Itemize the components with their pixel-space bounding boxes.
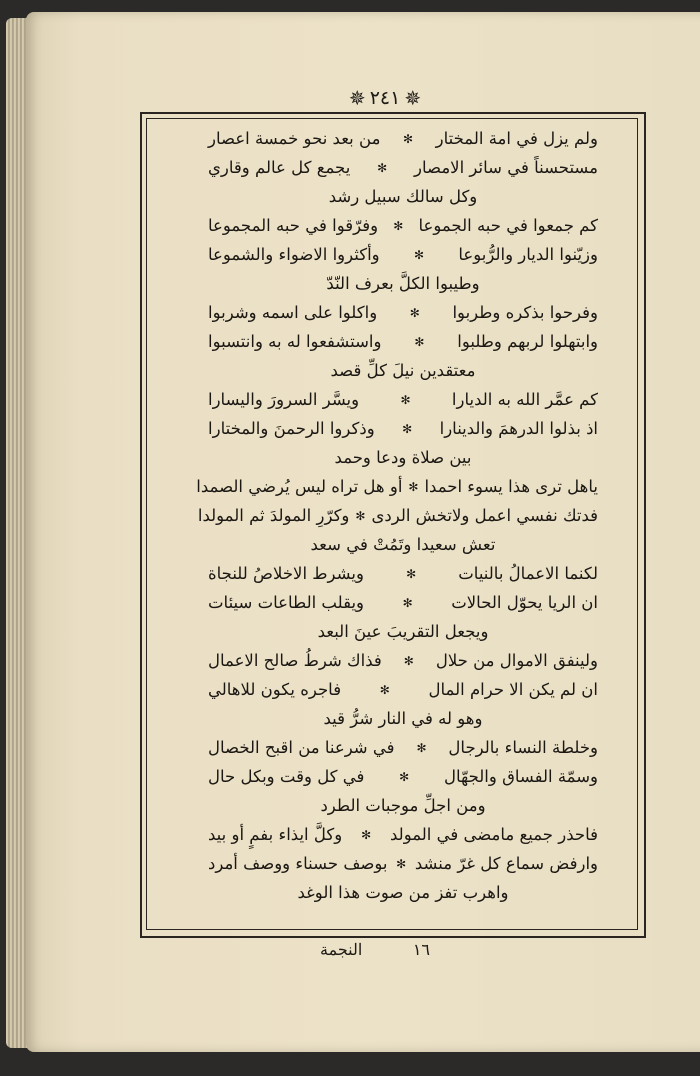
verse-first-hemistich: وسمّة الفساق والجهّال <box>443 767 598 786</box>
signature-number: ١٦ <box>412 940 430 959</box>
verse-line <box>208 733 598 762</box>
verse-first-hemistich: مستحسناً في سائر الامصار <box>414 158 598 177</box>
poem-stanza <box>196 472 598 559</box>
verse-line <box>208 211 598 240</box>
verse-separator-icon: ✻ <box>400 392 411 407</box>
verse-first-hemistich: وخلطة النساء بالرجال <box>448 738 598 757</box>
verse-first-hemistich: ياهل ترى هذا يسوء احمدا <box>424 477 598 496</box>
verse-first-hemistich: وفرحوا بذكره وطربوا <box>452 303 598 322</box>
verse-separator-icon: ✻ <box>393 218 404 233</box>
verse-separator-icon: ✻ <box>413 247 425 262</box>
poem-stanza <box>208 211 598 298</box>
verse-second-hemistich: ويقلب الطاعات سيئات <box>208 593 365 612</box>
verse-refrain: واهرب تفز من صوت هذا الوغد <box>297 883 509 902</box>
verse-second-hemistich: أو هل تراه ليس يُرضي الصمدا <box>196 477 403 496</box>
verse-first-hemistich: فاحذر جميع مامضى في المولد <box>390 825 598 844</box>
verse-separator-icon: ✻ <box>416 740 427 755</box>
poem-stanza <box>208 559 598 646</box>
verse-refrain: ومن اجلِّ موجبات الطرد <box>320 796 486 815</box>
verse-refrain: معتقدين نيلَ كلِّ قصد <box>330 361 476 380</box>
poem-stanza <box>208 646 598 733</box>
verse-line <box>208 153 598 182</box>
verse-second-hemistich: واستشفعوا له به وانتسبوا <box>208 332 382 351</box>
verse-second-hemistich: بوصف حسناء ووصف أمرد <box>208 854 388 873</box>
verse-line <box>208 385 598 414</box>
verse-second-hemistich: وفرّقوا في حبه المجموعا <box>208 216 379 235</box>
verse-separator-icon: ✻ <box>406 566 417 581</box>
verse-line <box>208 849 598 878</box>
verse-first-hemistich: كم عمَّر الله به الديارا <box>451 390 598 409</box>
verse-first-hemistich: وزيّنوا الديار والرُّبوعا <box>458 245 598 264</box>
verse-separator-icon: ✻ <box>402 595 413 610</box>
verse-line <box>208 240 598 269</box>
verse-refrain: تعش سعيدا وتَمُتْ في سعد <box>310 535 496 554</box>
signature-label: النجمة <box>320 940 363 959</box>
verse-first-hemistich: فدتك نفسي اعمل ولاتخش الردى <box>371 506 598 525</box>
ornament-left-icon: ✵ <box>348 86 366 110</box>
verse-separator-icon: ✻ <box>403 653 414 668</box>
verse-separator-icon: ✻ <box>361 827 372 842</box>
verse-separator-icon: ✻ <box>377 160 388 175</box>
poem-stanza <box>208 733 598 820</box>
verse-second-hemistich: ويشرط الاخلاصُ للنجاة <box>208 564 364 583</box>
verse-refrain: ويجعل التقريبَ عينَ البعد <box>317 622 489 641</box>
verse-first-hemistich: ولم يزل في امة المختار <box>435 129 598 148</box>
verse-line <box>196 472 598 501</box>
verse-line <box>208 414 598 443</box>
verse-line <box>208 327 598 356</box>
verse-line <box>208 646 598 675</box>
poem-stanza <box>208 124 598 211</box>
verse-separator-icon: ✻ <box>355 508 366 523</box>
verse-refrain: وطيبوا الكلَّ بعرف النّدّ <box>326 274 480 293</box>
verse-second-hemistich: فذاك شرطُ صالح الاعمال <box>208 651 382 670</box>
page-number: ٢٤١ <box>369 87 401 109</box>
poem-stanza <box>208 298 598 385</box>
verse-line <box>208 820 598 849</box>
verse-second-hemistich: وأكثروا الاضواء والشموعا <box>208 245 380 264</box>
page-footer <box>320 940 430 964</box>
poem-body <box>196 124 598 924</box>
verse-second-hemistich: في شرعنا من اقبح الخصال <box>208 738 395 757</box>
verse-second-hemistich: وكلَّ ايذاء بفمٍ أو بيد <box>208 825 343 844</box>
verse-refrain: بين صلاة ودعا وحمد <box>334 448 472 467</box>
verse-line <box>208 124 598 153</box>
verse-first-hemistich: وابتهلوا لربهم وطلبوا <box>457 332 598 351</box>
verse-first-hemistich: وارفض سماع كل غرّ منشد <box>414 854 598 873</box>
poem-stanza <box>208 820 598 907</box>
verse-second-hemistich: من بعد نحو خمسة اعصار <box>208 129 381 148</box>
verse-separator-icon: ✻ <box>409 305 420 320</box>
verse-separator-icon: ✻ <box>379 682 390 697</box>
verse-separator-icon: ✻ <box>408 479 419 494</box>
page-header <box>330 84 440 112</box>
verse-line <box>208 298 598 327</box>
verse-second-hemistich: وذكروا الرحمنَ والمختارا <box>208 419 375 438</box>
verse-line <box>197 501 598 530</box>
poem-stanza <box>208 385 598 472</box>
verse-first-hemistich: اذ بذلوا الدرهمَ والدينارا <box>439 419 598 438</box>
verse-second-hemistich: واكلوا على اسمه وشربوا <box>208 303 378 322</box>
verse-separator-icon: ✻ <box>402 421 413 436</box>
verse-line <box>208 559 598 588</box>
ornament-right-icon: ✵ <box>404 86 422 110</box>
verse-second-hemistich: فاجره يكون للاهالي <box>208 680 342 699</box>
verse-second-hemistich: وكرّرِ المولدَ ثم المولدا <box>197 506 350 525</box>
verse-line <box>208 762 598 791</box>
verse-separator-icon: ✻ <box>396 856 407 871</box>
verse-first-hemistich: لكنما الاعمالُ بالنيات <box>458 564 598 583</box>
verse-second-hemistich: يجمع كل عالم وقاري <box>208 158 351 177</box>
verse-separator-icon: ✻ <box>403 131 414 146</box>
verse-first-hemistich: ان لم يكن الا حرام المال <box>428 680 598 699</box>
verse-separator-icon: ✻ <box>399 769 410 784</box>
verse-second-hemistich: ويسَّر السرورَ واليسارا <box>208 390 360 409</box>
verse-separator-icon: ✻ <box>414 334 425 349</box>
verse-first-hemistich: ولينفق الاموال من حلال <box>435 651 598 670</box>
verse-second-hemistich: في كل وقت وبكل حال <box>208 767 365 786</box>
verse-refrain: وهو له في النار شرُّ قيد <box>323 709 483 728</box>
verse-refrain: وكل سالك سبيل رشد <box>328 187 478 206</box>
verse-line <box>208 588 598 617</box>
verse-first-hemistich: ان الريا يحوّل الحالات <box>451 593 598 612</box>
verse-first-hemistich: كم جمعوا في حبه الجموعا <box>418 216 598 235</box>
verse-line <box>208 675 598 704</box>
